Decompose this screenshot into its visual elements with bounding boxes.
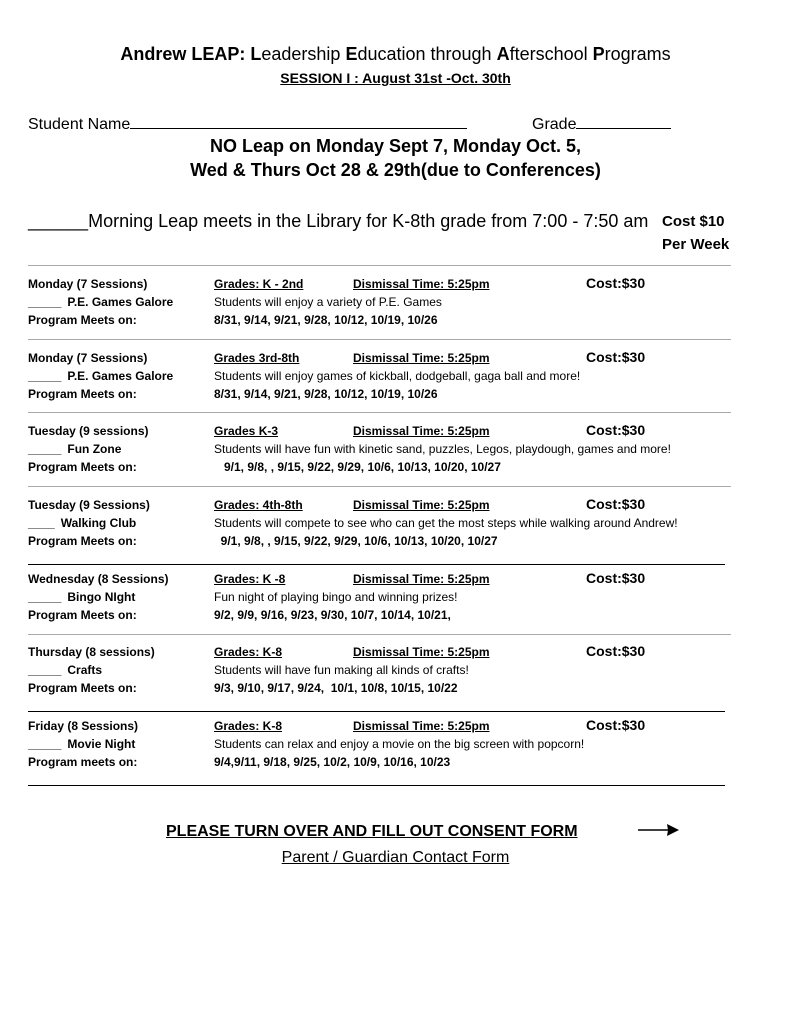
program-signup-blank[interactable]: _____: [28, 442, 62, 456]
morning-leap-line: [28, 211, 648, 232]
program-grades: Grades: K-8: [214, 645, 283, 659]
program-grades: Grades: 4th-8th: [214, 498, 303, 512]
divider: [28, 265, 731, 266]
no-leap-notice-line2: Wed & Thurs Oct 28 & 29th(due to Conferences): [190, 160, 601, 180]
program-cost: Cost:$30: [586, 643, 646, 659]
program-signup-blank[interactable]: ____: [28, 516, 55, 530]
title-part: Andrew LEAP:: [120, 44, 251, 64]
program-name-row: [28, 663, 102, 677]
program-dates: 9/4,9/11, 9/18, 9/25, 10/2, 10/9, 10/16, 10/23: [214, 755, 451, 769]
program-meets-label: Program Meets on:: [28, 460, 137, 474]
program-signup-blank[interactable]: _____: [28, 590, 62, 604]
program-name: Fun Zone: [67, 442, 122, 456]
program-dates: 9/2, 9/9, 9/16, 9/23, 9/30, 10/7, 10/14, 10/21,: [214, 608, 451, 622]
program-cost: Cost:$30: [586, 570, 646, 586]
program-day: Monday (7 Sessions): [28, 277, 148, 291]
program-name: P.E. Games Galore: [67, 295, 174, 309]
program-meets-label: Program Meets on:: [28, 313, 137, 327]
program-day: Wednesday (8 Sessions): [28, 572, 169, 586]
morning-per-week: Per Week: [662, 236, 730, 253]
divider: [28, 339, 731, 340]
program-signup-blank[interactable]: _____: [28, 369, 62, 383]
program-day: Monday (7 Sessions): [28, 351, 148, 365]
program-signup-blank[interactable]: _____: [28, 295, 62, 309]
student-name-field[interactable]: [28, 114, 467, 134]
title-part: A: [496, 44, 510, 64]
program-name-row: [28, 295, 173, 309]
program-description: Students will enjoy a variety of P.E. Games: [214, 295, 442, 309]
program-grades: Grades: K -8: [214, 572, 286, 586]
program-cost: Cost:$30: [586, 422, 646, 438]
program-description: Students will enjoy games of kickball, dodgeball, gaga ball and more!: [214, 369, 581, 383]
program-cost: Cost:$30: [586, 496, 646, 512]
program-block: [0, 275, 791, 335]
program-name: Movie Night: [67, 737, 136, 751]
program-grades: Grades: K-8: [214, 719, 283, 733]
title-part: eadership: [261, 44, 346, 64]
student-name-label: Student Name: [28, 116, 131, 133]
program-grades: Grades 3rd-8th: [214, 351, 300, 365]
program-block: [0, 643, 791, 703]
program-signup-blank[interactable]: _____: [28, 663, 62, 677]
title-part: E: [345, 44, 358, 64]
program-name: Bingo NIght: [67, 590, 136, 604]
title-part: rograms: [604, 44, 671, 64]
program-dismissal-time: Dismissal Time: 5:25pm: [353, 645, 490, 659]
right-arrow-icon: [637, 821, 681, 837]
program-dismissal-time: Dismissal Time: 5:25pm: [353, 351, 490, 365]
no-leap-notice-line1: NO Leap on Monday Sept 7, Monday Oct. 5,: [209, 136, 582, 156]
contact-form-title: Parent / Guardian Contact Form: [281, 849, 510, 866]
divider: [28, 486, 731, 487]
page-title: [0, 44, 791, 65]
program-cost: Cost:$30: [586, 717, 646, 733]
morning-cost: Cost $10: [662, 213, 725, 230]
program-dismissal-time: Dismissal Time: 5:25pm: [353, 277, 490, 291]
session-dates: SESSION I : August 31st -Oct. 30th: [280, 70, 511, 86]
grade-label: Grade: [532, 116, 577, 133]
program-name-row: [28, 516, 136, 530]
program-description: Students will compete to see who can get the most steps while walking around Andrew!: [214, 516, 678, 530]
program-dates: 9/3, 9/10, 9/17, 9/24, 10/1, 10/8, 10/15, 10/22: [214, 681, 458, 695]
grade-field[interactable]: [532, 114, 671, 134]
program-day: Tuesday (9 sessions): [28, 424, 149, 438]
program-day: Friday (8 Sessions): [28, 719, 139, 733]
program-day: Thursday (8 sessions): [28, 645, 155, 659]
program-block: [0, 496, 791, 556]
program-grades: Grades: K - 2nd: [214, 277, 304, 291]
program-block: [0, 349, 791, 409]
program-block: [0, 717, 791, 777]
program-day: Tuesday (9 Sessions): [28, 498, 150, 512]
program-dates: 9/1, 9/8, , 9/15, 9/22, 9/29, 10/6, 10/13, 10/20, 10/27: [214, 460, 501, 474]
program-cost: Cost:$30: [586, 349, 646, 365]
divider: [28, 785, 725, 786]
grade-line[interactable]: [576, 114, 671, 129]
program-meets-label: Program Meets on:: [28, 387, 137, 401]
program-block: [0, 422, 791, 482]
program-description: Students will have fun making all kinds of crafts!: [214, 663, 469, 677]
program-meets-label: Program Meets on:: [28, 534, 137, 548]
program-name: Crafts: [67, 663, 103, 677]
divider: [28, 564, 725, 565]
program-dismissal-time: Dismissal Time: 5:25pm: [353, 498, 490, 512]
divider: [28, 412, 731, 413]
program-name: Walking Club: [60, 516, 137, 530]
program-description: Fun night of playing bingo and winning prizes!: [214, 590, 458, 604]
program-description: Students will have fun with kinetic sand, puzzles, Legos, playdough, games and more!: [214, 442, 671, 456]
program-signup-blank[interactable]: _____: [28, 737, 62, 751]
program-dates: 9/1, 9/8, , 9/15, 9/22, 9/29, 10/6, 10/13, 10/20, 10/27: [214, 534, 498, 548]
program-dismissal-time: Dismissal Time: 5:25pm: [353, 572, 490, 586]
turn-over-instruction: PLEASE TURN OVER AND FILL OUT CONSENT FORM: [166, 823, 578, 840]
program-name-row: [28, 442, 121, 456]
divider: [28, 634, 731, 635]
program-cost: Cost:$30: [586, 275, 646, 291]
title-part: L: [250, 44, 262, 64]
program-meets-label: Program meets on:: [28, 755, 138, 769]
program-meets-label: Program Meets on:: [28, 681, 137, 695]
program-name: P.E. Games Galore: [67, 369, 174, 383]
program-dismissal-time: Dismissal Time: 5:25pm: [353, 424, 490, 438]
divider: [28, 711, 725, 712]
program-dates: 8/31, 9/14, 9/21, 9/28, 10/12, 10/19, 10/26: [214, 313, 438, 327]
program-name-row: [28, 590, 135, 604]
program-meets-label: Program Meets on:: [28, 608, 137, 622]
program-dates: 8/31, 9/14, 9/21, 9/28, 10/12, 10/19, 10/26: [214, 387, 438, 401]
student-name-line[interactable]: [130, 114, 467, 129]
program-name-row: [28, 369, 173, 383]
program-name-row: [28, 737, 135, 751]
title-part: P: [592, 44, 605, 64]
morning-leap-text: Morning Leap meets in the Library for K-8th grade from 7:00 - 7:50 am: [88, 211, 649, 231]
program-block: [0, 570, 791, 630]
title-part: fterschool: [509, 44, 593, 64]
title-part: ducation through: [357, 44, 497, 64]
program-grades: Grades K-3: [214, 424, 279, 438]
program-description: Students can relax and enjoy a movie on the big screen with popcorn!: [214, 737, 585, 751]
program-dismissal-time: Dismissal Time: 5:25pm: [353, 719, 490, 733]
morning-leap-checkbox-blank[interactable]: ______: [28, 211, 89, 231]
